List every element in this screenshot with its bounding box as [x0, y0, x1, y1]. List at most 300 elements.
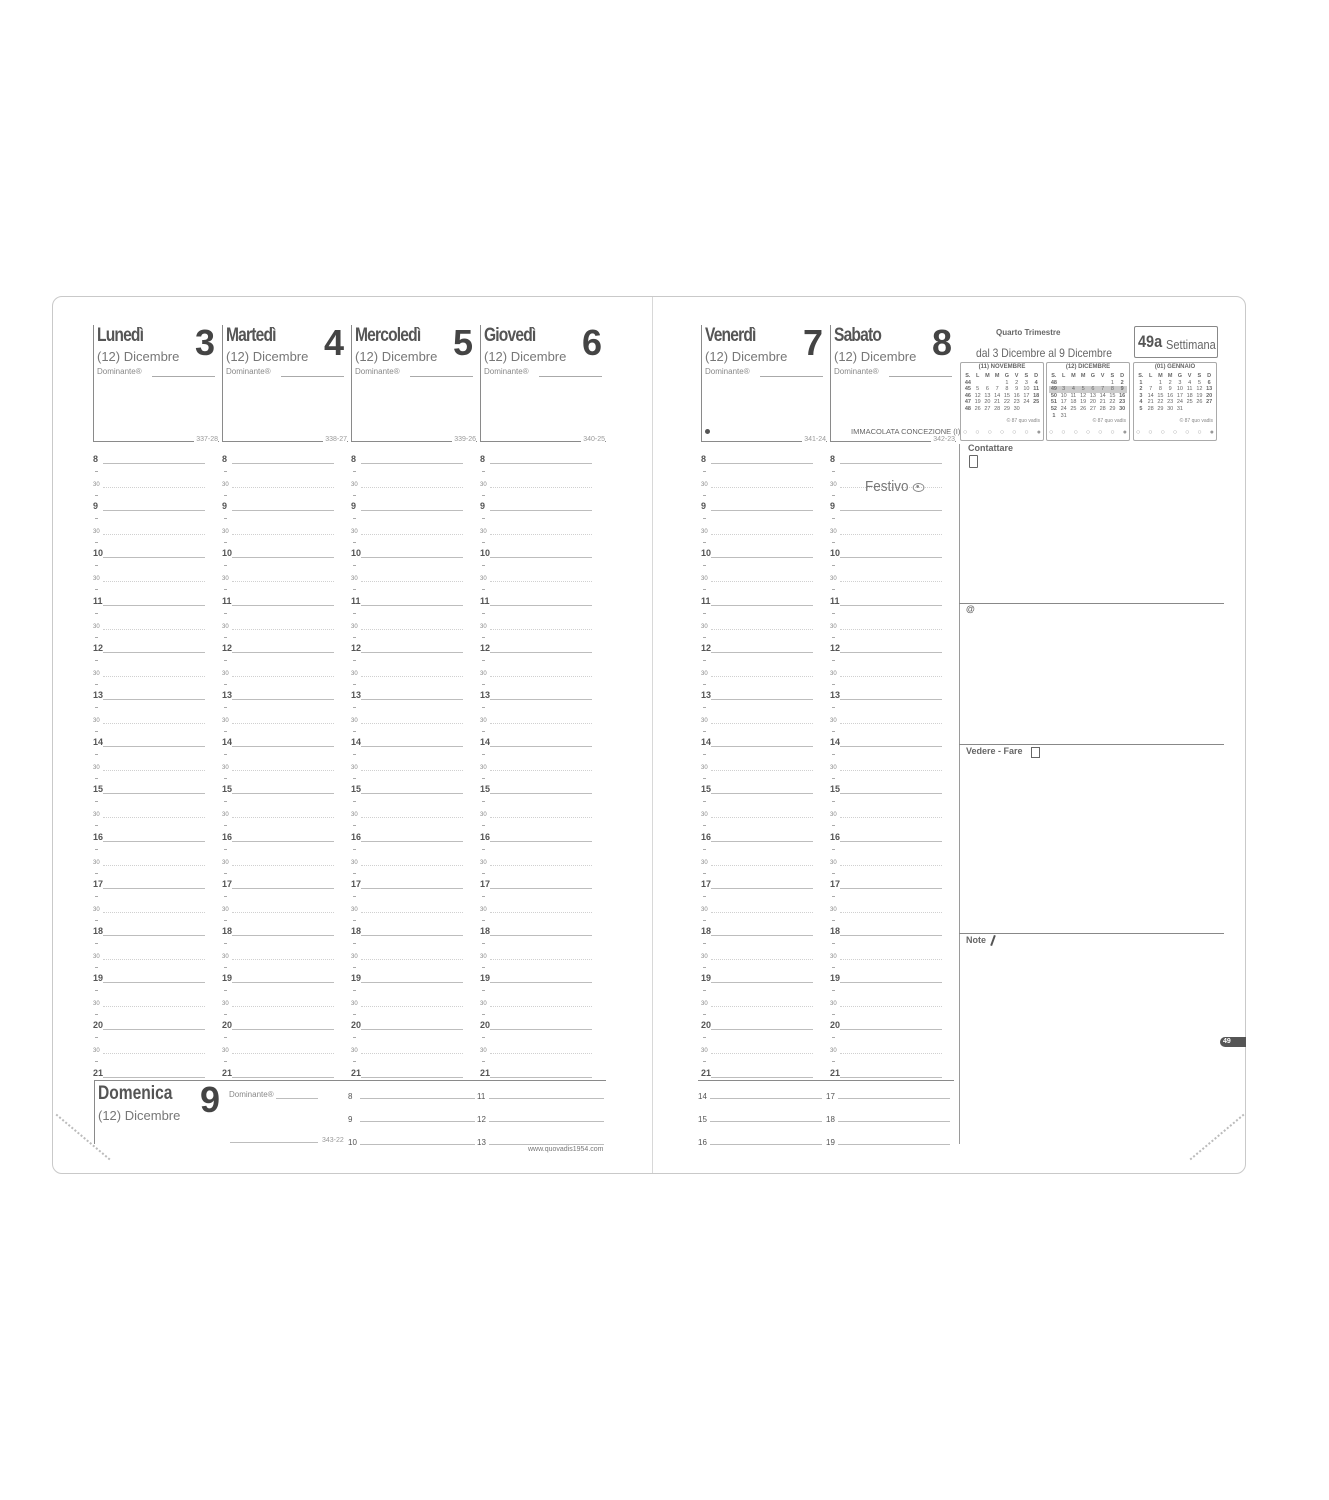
- half-hour-row[interactable]: [480, 1044, 592, 1054]
- mini-calendar-cell: 11: [1186, 386, 1193, 393]
- half-hour-label: 30: [830, 623, 837, 630]
- mini-calendar-cell: M: [1158, 373, 1163, 379]
- mini-calendar-cell: 10: [1023, 386, 1030, 393]
- half-hour-row[interactable]: [830, 1044, 942, 1054]
- sunday-hour-label: 10: [348, 1138, 357, 1147]
- hour-row[interactable]: [93, 643, 205, 653]
- sunday-hour-label: 12: [477, 1115, 486, 1124]
- half-hour-row[interactable]: [222, 620, 334, 630]
- hour-row[interactable]: [830, 454, 942, 464]
- half-hour-row[interactable]: [701, 856, 813, 866]
- hour-row[interactable]: [351, 643, 463, 653]
- hour-row[interactable]: [222, 1020, 334, 1030]
- page-number: 49: [1223, 1038, 1231, 1045]
- mini-calendar-cell: 20: [1206, 392, 1213, 399]
- hour-row[interactable]: [830, 501, 942, 511]
- day-name: Sabato: [834, 325, 882, 346]
- hour-label: 18: [351, 926, 362, 936]
- mini-calendar-copyright: © 87 quo vadis: [1092, 418, 1126, 424]
- hour-row[interactable]: [222, 454, 334, 464]
- half-hour-row[interactable]: [93, 572, 205, 582]
- hour-row[interactable]: [830, 643, 942, 653]
- hour-label: 9: [480, 501, 486, 512]
- half-hour-row[interactable]: [351, 572, 463, 582]
- half-hour-label: 30: [351, 859, 358, 866]
- hour-row[interactable]: [222, 926, 334, 936]
- hour-row[interactable]: [351, 1068, 463, 1078]
- sunday-hour-line[interactable]: [489, 1098, 604, 1099]
- hour-label: 18: [830, 926, 841, 936]
- hour-label: 14: [222, 737, 233, 748]
- hour-row[interactable]: [222, 643, 334, 653]
- mini-calendar-cell: [1185, 406, 1195, 413]
- hour-row[interactable]: [701, 879, 813, 889]
- sunday-hour-line[interactable]: [710, 1098, 822, 1099]
- half-hour-row[interactable]: [93, 714, 205, 724]
- hour-row[interactable]: [830, 784, 942, 794]
- hour-label: 11: [93, 595, 103, 606]
- half-hour-row[interactable]: [701, 667, 813, 677]
- half-hour-row[interactable]: [351, 903, 463, 913]
- hour-row[interactable]: [222, 784, 334, 794]
- sunday-hour-line[interactable]: [360, 1121, 475, 1122]
- day-header: [701, 322, 827, 443]
- hour-row[interactable]: [93, 1068, 205, 1078]
- hour-row[interactable]: [222, 548, 334, 558]
- hour-label: 17: [351, 878, 362, 889]
- half-hour-row[interactable]: [830, 761, 942, 771]
- hour-row[interactable]: [351, 1020, 463, 1030]
- half-hour-row[interactable]: [351, 808, 463, 818]
- half-hour-row[interactable]: [830, 525, 942, 535]
- mini-calendar-cell: [1146, 380, 1156, 387]
- mini-calendar-copyright: © 87 quo vadis: [1179, 418, 1213, 424]
- hour-row[interactable]: [222, 596, 334, 606]
- hour-label: 16: [701, 831, 712, 842]
- half-hour-row[interactable]: [701, 525, 813, 535]
- hour-row[interactable]: [701, 596, 813, 606]
- mini-calendar-cell: [1204, 406, 1214, 413]
- half-hour-row[interactable]: [351, 950, 463, 960]
- half-hour-row[interactable]: [222, 856, 334, 866]
- sunday-hour-line[interactable]: [710, 1144, 822, 1145]
- hour-row[interactable]: [222, 973, 334, 983]
- mini-calendar-cell: 31: [1060, 412, 1067, 419]
- hour-row[interactable]: [351, 973, 463, 983]
- half-hour-row[interactable]: [222, 478, 334, 488]
- hour-row[interactable]: [480, 643, 592, 653]
- hour-row[interactable]: [93, 548, 205, 558]
- day-name: Martedì: [226, 325, 276, 346]
- hour-row[interactable]: [351, 737, 463, 747]
- half-hour-label: 30: [701, 1001, 708, 1008]
- half-hour-row[interactable]: [222, 1044, 334, 1054]
- hour-label: 16: [830, 831, 841, 842]
- mini-calendar-cell: 23: [1167, 399, 1174, 406]
- mini-calendar-cell: 26: [974, 405, 981, 412]
- hour-row[interactable]: [93, 1020, 205, 1030]
- mini-calendar-cell: 28: [1099, 405, 1106, 412]
- half-hour-label: 30: [351, 906, 358, 913]
- mini-calendar-cell: [1078, 413, 1088, 420]
- hour-label: 13: [830, 690, 841, 700]
- half-hour-row[interactable]: [351, 667, 463, 677]
- mini-calendar-cell: 26: [1196, 399, 1203, 406]
- half-hour-row[interactable]: [480, 997, 592, 1007]
- sunday-hour-label: 19: [826, 1138, 835, 1147]
- half-hour-label: 30: [222, 954, 229, 960]
- sunday-hour-line[interactable]: [489, 1144, 604, 1145]
- hour-label: 8: [480, 454, 486, 464]
- half-hour-row[interactable]: [480, 761, 592, 771]
- hour-label: 8: [93, 454, 99, 464]
- hour-row[interactable]: [480, 737, 592, 747]
- mini-calendar-cell: 8: [1005, 386, 1009, 393]
- hour-row[interactable]: [222, 690, 334, 700]
- half-hour-row[interactable]: [480, 950, 592, 960]
- hour-row[interactable]: [830, 596, 942, 606]
- hour-row[interactable]: [480, 454, 592, 464]
- sunday-hour-line[interactable]: [838, 1144, 950, 1145]
- hour-row[interactable]: [351, 501, 463, 511]
- hour-row[interactable]: [93, 879, 205, 889]
- half-hour-row[interactable]: [222, 950, 334, 960]
- hour-row[interactable]: [480, 926, 592, 936]
- half-hour-label: 30: [93, 812, 100, 819]
- hour-row[interactable]: [222, 737, 334, 747]
- half-hour-label: 30: [93, 1001, 100, 1008]
- half-hour-row[interactable]: [222, 761, 334, 771]
- half-hour-row[interactable]: [351, 761, 463, 771]
- half-hour-label: 30: [93, 718, 100, 724]
- half-hour-row[interactable]: [222, 525, 334, 535]
- half-hour-row[interactable]: [480, 572, 592, 582]
- day-month: (12) Dicembre: [834, 349, 917, 364]
- half-hour-row[interactable]: [93, 856, 205, 866]
- half-hour-label: 30: [222, 576, 229, 583]
- sunday-month: (12) Dicembre: [98, 1108, 181, 1123]
- email-label: @: [966, 604, 975, 614]
- hour-row[interactable]: [830, 879, 942, 889]
- mini-calendar-cell: [1088, 380, 1098, 387]
- mini-calendar-cell: 27: [1206, 399, 1213, 406]
- mini-calendar-cell: 3: [1024, 379, 1028, 386]
- half-hour-row[interactable]: [701, 950, 813, 960]
- hour-row[interactable]: [480, 1068, 592, 1078]
- half-hour-row[interactable]: [93, 525, 205, 535]
- hour-label: 17: [480, 878, 491, 889]
- half-hour-row[interactable]: [830, 620, 942, 630]
- mini-calendar-cell: 50: [1050, 392, 1057, 399]
- half-hour-row[interactable]: [830, 903, 942, 913]
- half-hour-row[interactable]: [830, 572, 942, 582]
- mini-calendar-cell: 15: [1003, 392, 1010, 399]
- hour-row[interactable]: [701, 926, 813, 936]
- mini-calendar-cell: 48: [964, 405, 971, 412]
- half-hour-row[interactable]: [701, 808, 813, 818]
- mini-calendar-cell: 30: [1119, 405, 1126, 412]
- sunday-hour-line[interactable]: [360, 1098, 475, 1099]
- hour-row[interactable]: [830, 832, 942, 842]
- half-hour-row[interactable]: [93, 903, 205, 913]
- hour-row[interactable]: [93, 784, 205, 794]
- half-hour-row[interactable]: [830, 667, 942, 677]
- hour-row[interactable]: [701, 690, 813, 700]
- page-spine: [652, 297, 653, 1173]
- mini-calendar-cell: 3: [1139, 392, 1143, 399]
- mini-calendar-cell: [1031, 406, 1041, 413]
- hour-label: 8: [830, 454, 836, 464]
- hour-label: 20: [830, 1020, 841, 1031]
- hour-row[interactable]: [351, 879, 463, 889]
- half-hour-row[interactable]: [93, 667, 205, 677]
- dominant-label: Dominante®: [97, 367, 142, 376]
- half-hour-row[interactable]: [351, 478, 463, 488]
- mini-calendar-cell: L: [975, 373, 980, 379]
- mini-calendar-cell: S: [1197, 373, 1202, 379]
- hour-label: 11: [351, 595, 361, 606]
- hour-row[interactable]: [701, 454, 813, 464]
- hour-row[interactable]: [351, 784, 463, 794]
- hour-row[interactable]: [222, 1068, 334, 1078]
- sunday-hour-label: 17: [826, 1092, 835, 1101]
- half-hour-row[interactable]: [93, 997, 205, 1007]
- half-hour-row[interactable]: [351, 997, 463, 1007]
- hour-row[interactable]: [93, 832, 205, 842]
- half-hour-row[interactable]: [351, 525, 463, 535]
- mini-calendar-cell: 23: [1119, 399, 1126, 406]
- hour-row[interactable]: [480, 596, 592, 606]
- hour-label: 17: [701, 878, 712, 889]
- hour-row[interactable]: [351, 832, 463, 842]
- week-range: dal 3 Dicembre al 9 Dicembre: [976, 346, 1112, 360]
- mini-calendar-title: (01) GENNAIO: [1154, 364, 1196, 370]
- half-hour-row[interactable]: [93, 761, 205, 771]
- hour-row[interactable]: [701, 1068, 813, 1078]
- half-hour-row[interactable]: [701, 761, 813, 771]
- half-hour-row[interactable]: [222, 572, 334, 582]
- hour-label: 16: [351, 831, 362, 842]
- hour-label: 13: [351, 690, 362, 700]
- mini-calendar-cell: 7: [1098, 386, 1108, 393]
- half-hour-row[interactable]: [222, 997, 334, 1007]
- hour-row[interactable]: [830, 737, 942, 747]
- hour-row[interactable]: [701, 548, 813, 558]
- half-hour-row[interactable]: [830, 808, 942, 818]
- half-hour-row[interactable]: [701, 620, 813, 630]
- hour-label: 21: [351, 1067, 362, 1078]
- mini-calendar-cell: 14: [1147, 392, 1154, 399]
- half-hour-row[interactable]: [480, 903, 592, 913]
- mini-calendar-cell: M: [994, 373, 1000, 379]
- half-hour-row[interactable]: [830, 950, 942, 960]
- mini-calendar-cell: 16: [1013, 392, 1020, 399]
- half-hour-row[interactable]: [351, 620, 463, 630]
- hour-row[interactable]: [222, 879, 334, 889]
- hour-row[interactable]: [830, 926, 942, 936]
- hour-row[interactable]: [93, 737, 205, 747]
- hour-row[interactable]: [480, 973, 592, 983]
- mini-calendar-cell: 14: [994, 392, 1001, 399]
- mini-calendar-cell: 4: [1188, 379, 1192, 386]
- hour-row[interactable]: [480, 548, 592, 558]
- hour-row[interactable]: [701, 973, 813, 983]
- half-hour-row[interactable]: [480, 808, 592, 818]
- half-hour-row[interactable]: [480, 525, 592, 535]
- hour-row[interactable]: [830, 548, 942, 558]
- half-hour-label: 30: [222, 765, 229, 772]
- hour-label: 8: [351, 454, 357, 464]
- half-hour-row[interactable]: [701, 478, 813, 488]
- hour-row[interactable]: [480, 879, 592, 889]
- half-hour-row[interactable]: [351, 1044, 463, 1054]
- sunday-hour-line[interactable]: [710, 1121, 822, 1122]
- half-hour-row[interactable]: [480, 667, 592, 677]
- mini-calendar-cell: 15: [1157, 392, 1164, 399]
- hour-label: 10: [701, 548, 712, 559]
- hour-row[interactable]: [93, 690, 205, 700]
- half-hour-label: 30: [830, 529, 837, 536]
- half-hour-label: 30: [701, 812, 708, 819]
- half-hour-row[interactable]: [93, 808, 205, 818]
- hour-row[interactable]: [701, 737, 813, 747]
- sunday-hour-line[interactable]: [838, 1098, 950, 1099]
- half-hour-row[interactable]: [480, 856, 592, 866]
- half-hour-label: 30: [701, 529, 708, 536]
- half-hour-row[interactable]: [701, 1044, 813, 1054]
- half-hour-label: 30: [222, 718, 229, 724]
- mini-calendar-cell: 2: [1139, 386, 1143, 393]
- dominant-label: Dominante®: [226, 367, 271, 376]
- hour-row[interactable]: [480, 501, 592, 511]
- hour-row[interactable]: [830, 690, 942, 700]
- hour-row[interactable]: [93, 596, 205, 606]
- half-hour-row[interactable]: [222, 667, 334, 677]
- mini-calendar-cell: 14: [1099, 392, 1106, 399]
- half-hour-row[interactable]: [701, 572, 813, 582]
- mini-calendar-cell: G: [1177, 373, 1183, 379]
- half-hour-row[interactable]: [830, 856, 942, 866]
- hour-row[interactable]: [480, 832, 592, 842]
- sunday-hour-line[interactable]: [489, 1121, 604, 1122]
- half-hour-row[interactable]: [701, 714, 813, 724]
- hour-row[interactable]: [480, 690, 592, 700]
- half-hour-row[interactable]: [93, 1044, 205, 1054]
- half-hour-label: 30: [830, 1048, 837, 1055]
- half-hour-row[interactable]: [830, 997, 942, 1007]
- hour-label: 20: [351, 1020, 362, 1031]
- half-hour-row[interactable]: [93, 950, 205, 960]
- day-number: 4: [323, 322, 344, 363]
- half-hour-label: 30: [351, 1048, 358, 1055]
- half-hour-row[interactable]: [93, 478, 205, 488]
- hour-row[interactable]: [351, 548, 463, 558]
- hour-row[interactable]: [222, 501, 334, 511]
- half-hour-label: 30: [480, 859, 487, 866]
- day-code: 341-24: [804, 436, 826, 443]
- half-hour-label: 30: [480, 954, 487, 960]
- day-number: 3: [194, 322, 215, 363]
- half-hour-row[interactable]: [222, 714, 334, 724]
- half-hour-row[interactable]: [701, 903, 813, 913]
- mini-calendar-cell: 29: [1157, 405, 1164, 412]
- hour-row[interactable]: [830, 1020, 942, 1030]
- hour-label: 19: [480, 973, 491, 984]
- half-hour-row[interactable]: [351, 856, 463, 866]
- hour-row[interactable]: [480, 784, 592, 794]
- hour-row[interactable]: [351, 690, 463, 700]
- half-hour-row[interactable]: [222, 903, 334, 913]
- hour-label: 19: [351, 973, 362, 984]
- mini-calendar-cell: 27: [1089, 405, 1096, 412]
- hour-row[interactable]: [93, 973, 205, 983]
- day-code: 339-26: [454, 436, 476, 443]
- week-box: [1134, 326, 1218, 358]
- half-hour-row[interactable]: [701, 997, 813, 1007]
- mini-calendar-cell: 5: [976, 386, 980, 393]
- half-hour-row[interactable]: [222, 808, 334, 818]
- sunday-hour-line[interactable]: [360, 1144, 475, 1145]
- hour-label: 13: [93, 690, 104, 700]
- mini-calendar-cell: 1: [1110, 379, 1114, 386]
- hour-row[interactable]: [830, 1068, 942, 1078]
- hour-label: 10: [351, 548, 362, 559]
- half-hour-row[interactable]: [480, 714, 592, 724]
- hour-row[interactable]: [93, 501, 205, 511]
- mini-calendar-cell: 28: [994, 405, 1001, 412]
- hour-row[interactable]: [93, 926, 205, 936]
- hour-label: 11: [701, 595, 711, 606]
- hour-row[interactable]: [701, 1020, 813, 1030]
- hour-row[interactable]: [701, 784, 813, 794]
- hour-row[interactable]: [701, 501, 813, 511]
- hour-label: 15: [351, 784, 362, 795]
- hour-label: 8: [222, 454, 228, 464]
- hour-row[interactable]: [830, 973, 942, 983]
- mini-calendar-cell: 1: [1005, 379, 1009, 386]
- quarter-label: Quarto Trimestre: [996, 328, 1061, 337]
- hour-label: 15: [480, 784, 491, 795]
- half-hour-row[interactable]: [830, 714, 942, 724]
- hour-row[interactable]: [351, 454, 463, 464]
- website: www.quovadis1954.com: [528, 1146, 604, 1153]
- sunday-hour-line[interactable]: [838, 1121, 950, 1122]
- hour-row[interactable]: [351, 926, 463, 936]
- checkbox-icon: [1031, 747, 1040, 758]
- mini-calendar-cell: 11: [1070, 392, 1077, 399]
- hour-row[interactable]: [701, 643, 813, 653]
- hour-row[interactable]: [701, 832, 813, 842]
- hour-row[interactable]: [93, 454, 205, 464]
- half-hour-row[interactable]: [93, 620, 205, 630]
- mini-calendar-cell: S.: [965, 373, 971, 379]
- mini-calendar-cell: 4: [1034, 379, 1038, 386]
- sunday-hour-label: 16: [698, 1138, 707, 1147]
- hour-label: 20: [93, 1020, 104, 1031]
- half-hour-row[interactable]: [480, 620, 592, 630]
- hour-label: 12: [701, 642, 712, 653]
- mini-calendar-cell: 52: [1050, 405, 1057, 412]
- mini-calendar-cell: [1078, 380, 1088, 387]
- mini-calendar-cell: 2: [1120, 379, 1124, 386]
- hour-row[interactable]: [480, 1020, 592, 1030]
- day-month: (12) Dicembre: [484, 349, 567, 364]
- mini-calendar-cell: 19: [974, 399, 981, 406]
- hour-row[interactable]: [222, 832, 334, 842]
- hour-row[interactable]: [351, 596, 463, 606]
- half-hour-row[interactable]: [351, 714, 463, 724]
- half-hour-row[interactable]: [480, 478, 592, 488]
